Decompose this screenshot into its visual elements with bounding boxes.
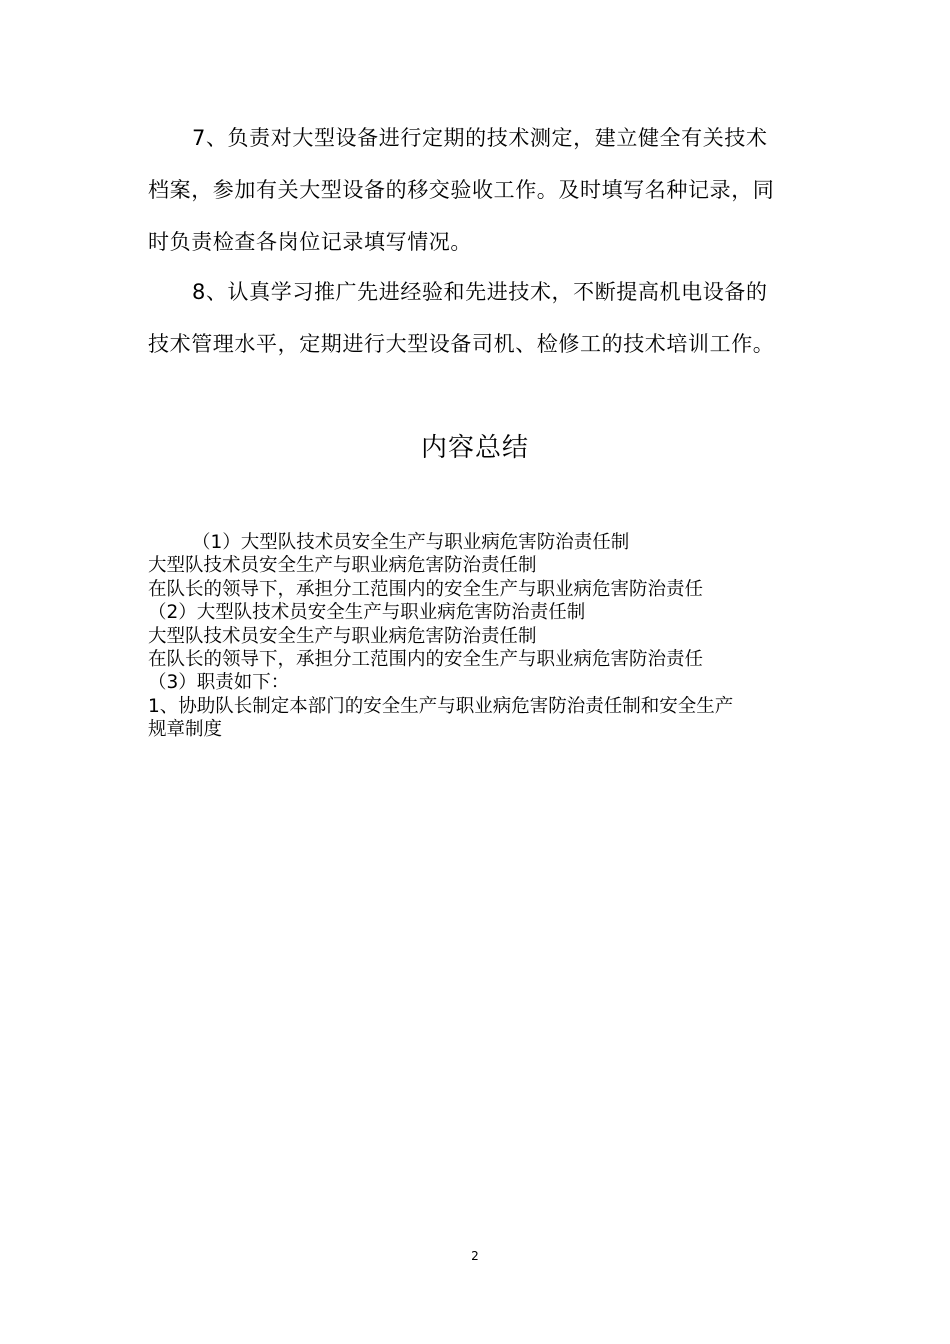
- item-8-line-1: 8、认真学习推广先进经验和先进技术，不断提高机电设备的: [192, 280, 768, 304]
- summary-line: 1、协助队长制定本部门的安全生产与职业病危害防治责任制和安全生产: [148, 695, 734, 717]
- summary-line: 大型队技术员安全生产与职业病危害防治责任制: [148, 555, 537, 577]
- summary-line: 在队长的领导下，承担分工范围内的安全生产与职业病危害防治责任: [148, 578, 704, 600]
- summary-title: 内容总结: [420, 433, 529, 463]
- summary-line: （2）大型队技术员安全生产与职业病危害防治责任制: [148, 602, 586, 624]
- summary-line: 大型队技术员安全生产与职业病危害防治责任制: [148, 625, 537, 647]
- page-number: 2: [471, 1249, 479, 1263]
- summary-line: （3）职责如下：: [148, 672, 290, 694]
- item-8-line-2: 技术管理水平，定期进行大型设备司机、检修工的技术培训工作。: [148, 332, 775, 356]
- item-7-line-2: 档案，参加有关大型设备的移交验收工作。及时填写名种记录，同: [148, 178, 775, 202]
- item-7-line-1: 7、负责对大型设备进行定期的技术测定，建立健全有关技术: [192, 126, 768, 150]
- summary-line: （1）大型队技术员安全生产与职业病危害防治责任制: [192, 532, 630, 553]
- paragraph-item-8: [148, 266, 808, 370]
- item-7-line-3: 时负责检查各岗位记录填写情况。: [148, 230, 472, 254]
- paragraph-item-7: [148, 112, 808, 268]
- summary-line: 规章制度: [148, 719, 223, 741]
- summary-line: 在队长的领导下，承担分工范围内的安全生产与职业病危害防治责任: [148, 648, 704, 670]
- summary-body: [148, 531, 828, 742]
